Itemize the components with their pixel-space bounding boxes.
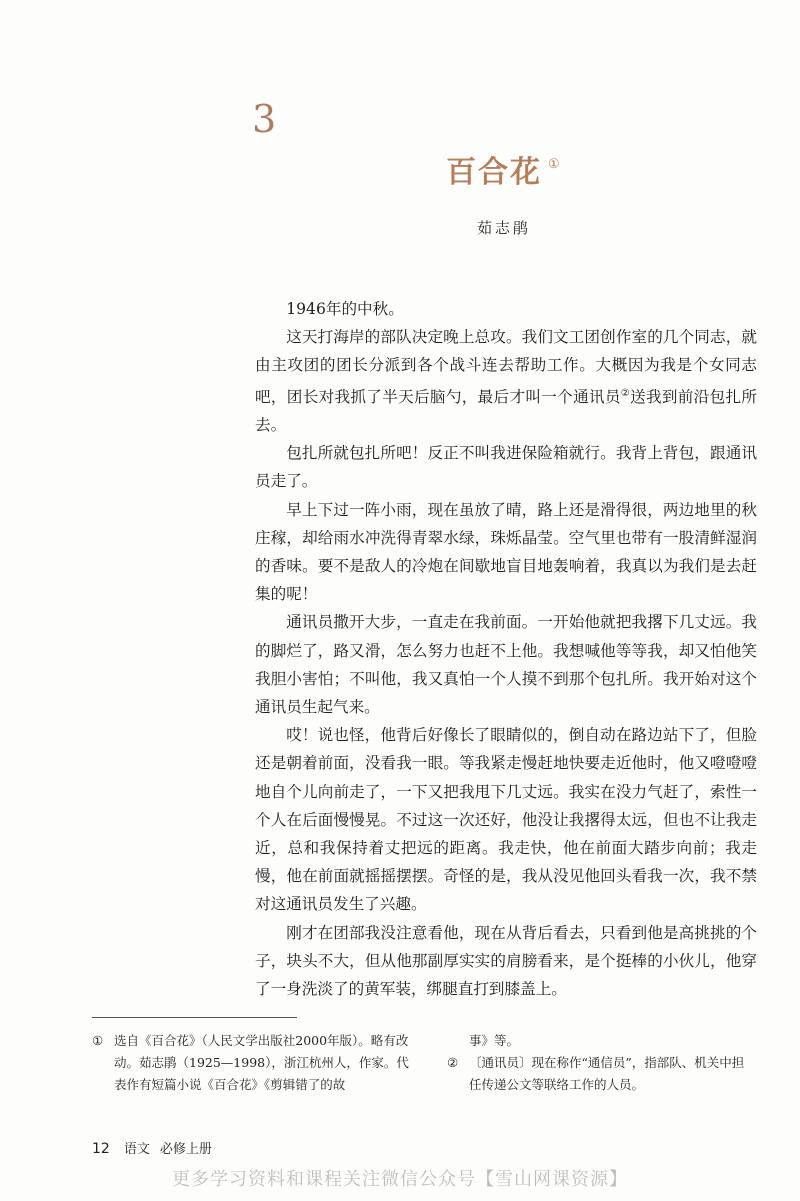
footnote-text: 〔通讯员〕现在称作“通信员”，指部队、机关中担任传递公文等联络工作的人员。 bbox=[469, 1055, 745, 1092]
lesson-title-block bbox=[446, 155, 560, 191]
body-text bbox=[255, 295, 757, 1003]
footnote-text: 选自《百合花》（人民文学出版社2000年版）。略有改动。茹志鹃（1925—1998），浙江杭州人，作家。代表作有短篇小说《百合花》《剪辑错了的故 bbox=[114, 1033, 409, 1092]
footnote-2 bbox=[447, 1052, 747, 1096]
footnote-mark: ② bbox=[447, 1055, 459, 1070]
volume-label: 必修上册 bbox=[159, 1142, 212, 1157]
paragraph-text: 这天打海岸的部队决定晚上总攻。我们文工团创作室的几个同志，就由主攻团的团长分派到各个战斗连去帮助工作。大概因为我是个女同志吧，团长对我抓了半天后脑勺，最后才叫一个通讯员 bbox=[255, 328, 757, 406]
footnote-mark: ① bbox=[92, 1033, 104, 1048]
footnote-marker[interactable]: ② bbox=[620, 387, 631, 399]
paragraph bbox=[255, 323, 757, 439]
watermark-text: 更多学习资料和课程关注微信公众号【雪山网课资源】 bbox=[172, 1169, 628, 1190]
footnote-1-continued: 事》等。 bbox=[469, 1033, 520, 1048]
lesson-number: 3 bbox=[252, 97, 277, 141]
title-footnote-marker[interactable]: ① bbox=[548, 157, 560, 172]
footnote-column-right bbox=[447, 1030, 747, 1096]
paragraph: 1946年的中秋。 bbox=[286, 300, 404, 318]
paragraph: 通讯员撒开大步，一直走在我前面。一开始他就把我撂下几丈远。我的脚烂了，路又滑，怎么努力也赶不上他。我想喊他等等我，却又怕他笑我胆小害怕；不叫他，我又真怕一个人摸不到那个包扎所。我开始对这个通讯员生起气来。 bbox=[255, 613, 757, 717]
footnote-divider bbox=[92, 1017, 297, 1018]
paragraph: 哎！说也怪，他背后好像长了眼睛似的，倒自动在路边站下了，但脸还是朝着前面，没看我一眼。等我紧走慢赶地快要走近他时，他又噔噔噔地自个儿向前走了，一下又把我甩下几丈远。我实在没力气赶了，索性一个人在后面慢慢晃。不过这一次还好，他没让我撂得太远，但也不让我走近，总和我保持着丈把远的距离。我走快，他在前面大踏步向前；我走慢，他在前面就摇摇摆摆。奇怪的是，我从没见他回头看我一次，我不禁对这通讯员发生了兴趣。 bbox=[255, 726, 757, 914]
page-number: 12 bbox=[92, 1141, 110, 1157]
lesson-title: 百合花 bbox=[446, 155, 542, 190]
paragraph: 早上下过一阵小雨，现在虽放了晴，路上还是滑得很，两边地里的秋庄稼，却给雨水冲洗得青翠水绿，珠烁晶莹。空气里也带有一股清鲜湿润的香味。要不是敌人的冷炮在间歇地盲目地轰响着，我真以为我们是去赶集的呢！ bbox=[255, 500, 757, 604]
paragraph: 包扎所就包扎所吧！反正不叫我进保险箱就行。我背上背包，跟通讯员走了。 bbox=[255, 444, 757, 491]
footnote-1 bbox=[92, 1030, 410, 1096]
footnote-column-left bbox=[92, 1030, 410, 1096]
paragraph-text-tail: 送我到前沿包扎所去。 bbox=[255, 387, 757, 434]
subject-label: 语文 bbox=[123, 1142, 150, 1157]
paragraph: 刚才在团部我没注意看他，现在从背后看去，只看到他是高挑挑的个子，块头不大，但从他那副厚实实的肩膀看来，是个挺棒的小伙儿，他穿了一身洗淡了的黄军装，绑腿直打到膝盖上。 bbox=[255, 923, 757, 999]
page-footer bbox=[92, 1138, 212, 1157]
author-name: 茹志鹃 bbox=[477, 219, 532, 237]
